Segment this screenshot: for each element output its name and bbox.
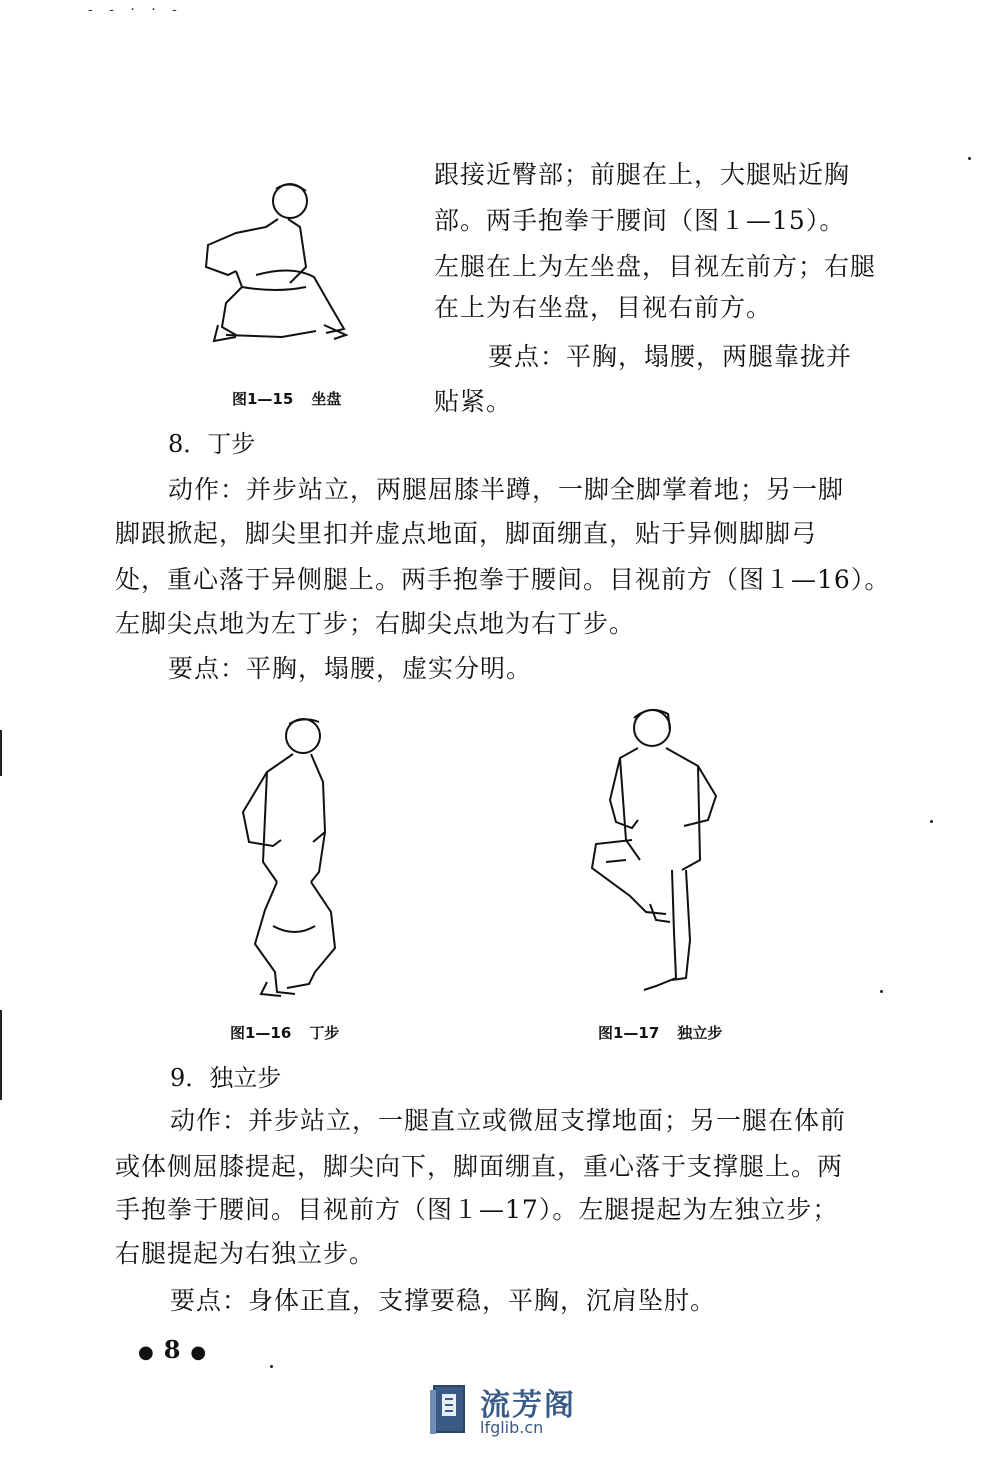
key-point-line: 要点：平胸，塌腰，虚实分明。 <box>168 654 533 683</box>
figure-1-16-caption <box>230 1022 357 1043</box>
page-number-value: 8 <box>163 1335 181 1364</box>
section-8-heading: 8．丁步 <box>168 430 256 458</box>
text-line: 部。两手抱拳于腰间（图１—15）。 <box>434 206 846 235</box>
scan-speck <box>968 157 971 160</box>
key-point-line: 要点：平胸，塌腰，两腿靠拢并 <box>488 342 853 371</box>
text-line: 手抱拳于腰间。目视前方（图１—17）。左腿提起为左独立步； <box>115 1195 839 1224</box>
text-line: 贴紧。 <box>434 387 513 416</box>
section-9-heading: 9．独立步 <box>170 1064 282 1092</box>
figure-1-15-illustration <box>196 175 356 345</box>
text-line: 跟接近臀部；前腿在上，大腿贴近胸 <box>434 160 851 189</box>
text-line: 左脚尖点地为左丁步；右脚尖点地为右丁步。 <box>115 609 636 638</box>
text-line: 脚跟掀起，脚尖里扣并虚点地面，脚面绷直，贴于异侧脚脚弓 <box>115 519 818 548</box>
scan-speck <box>880 990 883 993</box>
header-marks: - - · · - <box>88 2 183 18</box>
scan-edge-mark <box>0 1010 2 1100</box>
text-line: 处，重心落于异侧腿上。两手抱拳于腰间。目视前方（图１—16）。 <box>115 565 891 594</box>
text-line: 右腿提起为右独立步。 <box>115 1239 376 1268</box>
figure-1-15-caption <box>232 388 359 409</box>
figure-title: 独立步 <box>677 1024 723 1042</box>
text-line: 动作：并步站立，一腿直立或微屈支撑地面；另一腿在体前 <box>170 1106 847 1135</box>
figure-number: 图1—17 <box>598 1024 660 1042</box>
watermark-site-name: 流芳阁 <box>480 1388 576 1423</box>
watermark-url: lfglib.cn <box>480 1418 544 1437</box>
figure-1-17-illustration <box>586 700 726 1000</box>
text-line: 或体侧屈膝提起，脚尖向下，脚面绷直，重心落于支撑腿上。两 <box>115 1152 844 1181</box>
scan-speck <box>270 1365 273 1368</box>
text-line: 在上为右坐盘，目视右前方。 <box>434 293 773 322</box>
scan-edge-mark <box>0 730 2 776</box>
figure-number: 图1—15 <box>232 390 294 408</box>
key-point-line: 要点：身体正直，支撑要稳，平胸，沉肩坠肘。 <box>170 1286 717 1315</box>
figure-number: 图1—16 <box>230 1024 292 1042</box>
figure-1-16-illustration <box>215 712 350 997</box>
scan-speck <box>930 820 933 823</box>
figure-title: 坐盘 <box>311 390 342 408</box>
book-icon <box>428 1384 468 1436</box>
figure-title: 丁步 <box>309 1024 340 1042</box>
text-line: 左腿在上为左坐盘，目视左前方；右腿 <box>434 252 877 281</box>
text-line: 动作：并步站立，两腿屈膝半蹲，一脚全脚掌着地；另一脚 <box>168 475 845 504</box>
page-number: ● 8 ● <box>138 1335 207 1364</box>
figure-1-17-caption <box>598 1022 740 1043</box>
watermark <box>428 1380 588 1438</box>
